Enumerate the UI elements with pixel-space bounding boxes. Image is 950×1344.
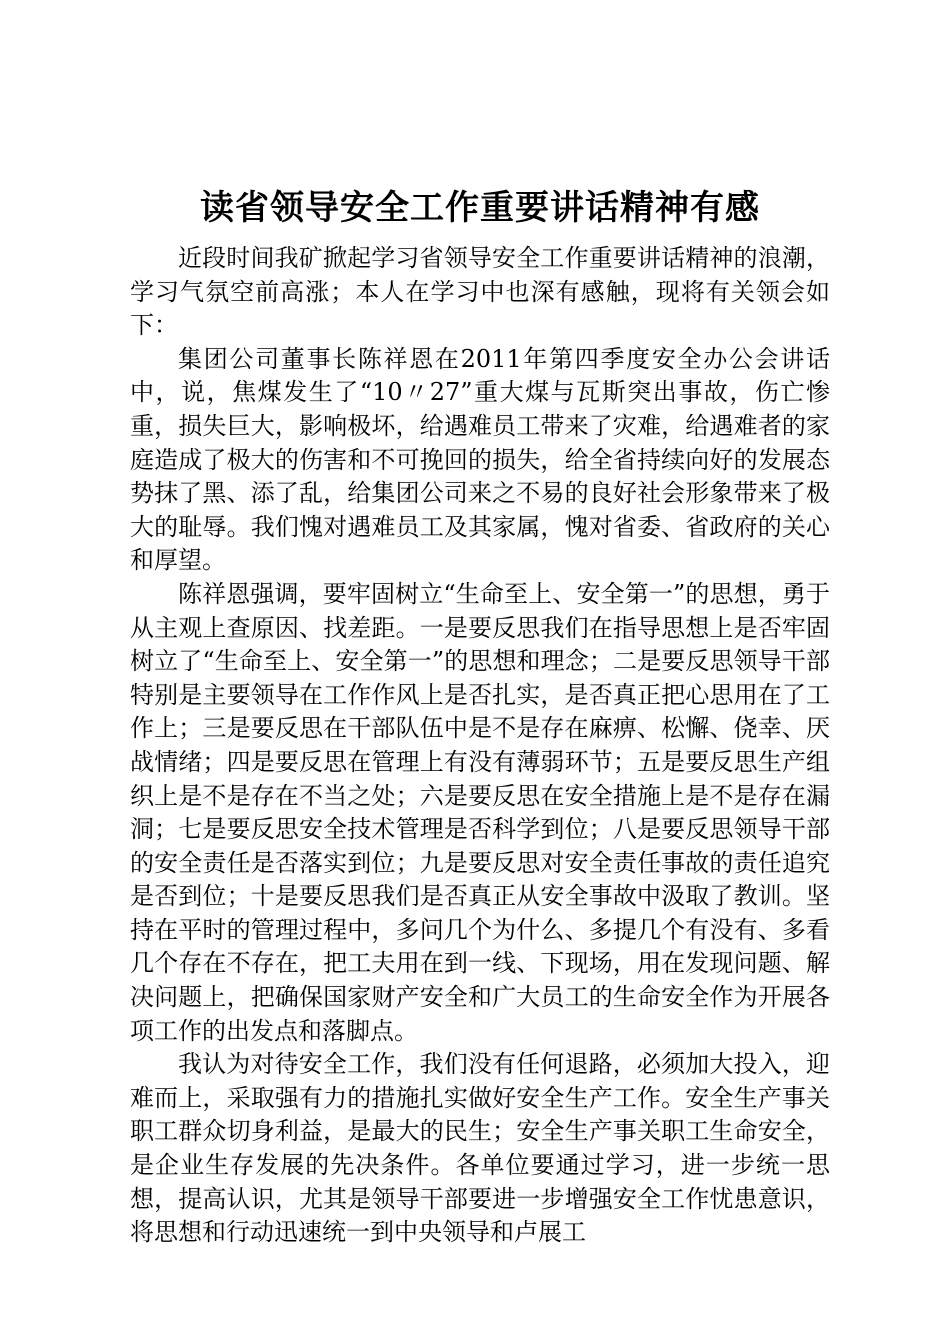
document-title: 读省领导安全工作重要讲话精神有感 bbox=[200, 188, 760, 228]
paragraph-1: 近段时间我矿掀起学习省领导安全工作重要讲话精神的浪潮，学习气氛空前高涨；本人在学习中也深有感触，现将有关领会如下： bbox=[130, 244, 830, 340]
paragraph-2: 集团公司董事长陈祥恩在2011年第四季度安全办公会讲话中，说，焦煤发生了“10〃27”重大煤与瓦斯突出事故，伤亡惨重，损失巨大，影响极坏，给遇难员工带来了灾难，给遇难者的家庭造成了极大的伤害和不可挽回的损失，给全省持续向好的发展态势抹了黑、添了乱，给集团公司来之不易的良好社会形象带来了极大的耻辱。我们愧对遇难员工及其家属，愧对省委、省政府的关心和厚望。 bbox=[130, 344, 830, 575]
document-page bbox=[130, 182, 830, 1250]
paragraph-3: 陈祥恩强调，要牢固树立“生命至上、安全第一”的思想，勇于从主观上查原因、找差距。一是要反思我们在指导思想上是否牢固树立了“生命至上、安全第一”的思想和理念；二是要反思领导干部特别是主要领导在工作作风上是否扎实，是否真正把心思用在了工作上；三是要反思在干部队伍中是不是存在麻痹、松懈、侥幸、厌战情绪；四是要反思在管理上有没有薄弱环节；五是要反思生产组织上是不是存在不当之处；六是要反思在安全措施上是不是存在漏洞；七是要反思安全技术管理是否科学到位；八是要反思领导干部的安全责任是否落实到位；九是要反思对安全责任事故的责任追究是否到位；十是要反思我们是否真正从安全事故中汲取了教训。坚持在平时的管理过程中，多问几个为什么、多提几个有没有、多看几个存在不存在，把工夫用在到一线、下现场，用在发现问题、解决问题上，把确保国家财产安全和广大员工的生命安全作为开展各项工作的出发点和落脚点。 bbox=[130, 579, 830, 1045]
paragraph-4: 我认为对待安全工作，我们没有任何退路，必须加大投入，迎难而上，采取强有力的措施扎实做好安全生产工作。安全生产事关职工群众切身利益，是最大的民生；安全生产事关职工生命安全，是企业生存发展的先决条件。各单位要通过学习，进一步统一思想，提高认识，尤其是领导干部要进一步增强安全工作忧患意识，将思想和行动迅速统一到中央领导和卢展工 bbox=[130, 1050, 830, 1247]
